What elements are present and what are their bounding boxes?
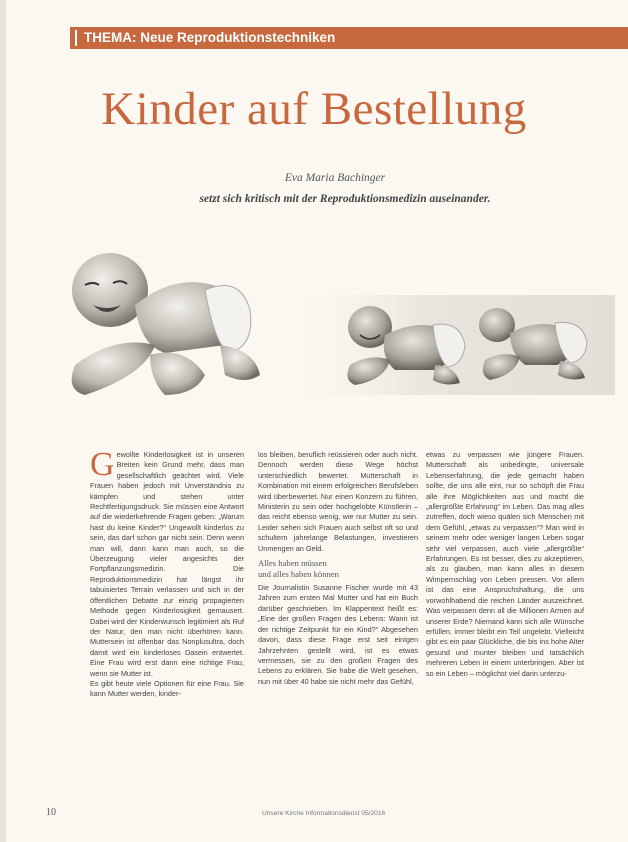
- text-column-3: [426, 450, 584, 679]
- text-column-2: [258, 450, 418, 687]
- paragraph: Gewollte Kinderlosigkeit ist in unseren Breiten kein Grund mehr, dass man gesellschaftlich geächtet wird. Viele Frauen haben jedoch mit Unverständnis zu kämpfen und stehen unter Rechtfertigungsdruck. Sie müssen eine Antwort auf die wiederkehrende Fragen geben: „Warum hast du keine Kinder?“ Ungewollt kinderlos zu sein, das darf schon gar nicht sein. Denn wenn man will, dann kann man auch, so die Überzeugung vieler angesichts der Fortpflanzungsmedizin. Die Reproduktionsmedizin hat längst ihr tabuisiertes Terrain verlassen und sich in der öffentlichen Debatte zur einzig propagierten Methode gegen Kinderlosigkeit gemausert. Dabei wird der Kinderwunsch legitimiert als Ruf der Natur, den man nicht überhören kann. Muttersein ist offenbar das Nonplusultra, doch damit wird ein kinderloses Dasein entwertet. Eine Frau wird erst dann eine richtige Frau, wenn sie Mutter ist.: [90, 446, 244, 678]
- article-title: Kinder auf Bestellung: [101, 83, 527, 135]
- banner-divider: [75, 30, 77, 46]
- crawling-babies-photo: [55, 235, 615, 425]
- section-banner: [70, 27, 628, 49]
- paragraph: Es gibt heute viele Optionen für eine Frau. Sie kann Mutter werden, kinder-: [90, 678, 244, 699]
- paragraph: los bleiben, beruflich reüssieren oder auch nicht. Dennoch werden diese Wege höchst unterschiedlich bewertet. Mutterschaft in Kombination mit einem erfolgreichen Berufsleben wird überbewertet. Nur einen Konzern zu führen, Ministerin zu sein oder hochgelobte Künstlerin – das reicht ebenso wenig, wie nur Mutter zu sein. Leider sehen sich Frauen auch selbst oft so und schultern jahrelange Belastungen, investieren Unmengen an Geld.: [258, 450, 418, 553]
- page-number: 10: [46, 807, 56, 818]
- baby-large: [72, 253, 260, 395]
- drop-cap: G: [90, 446, 115, 483]
- section-subhead: [258, 558, 418, 580]
- banner-text: THEMA: Neue Reproduktionstechniken: [84, 30, 336, 45]
- article-subtitle: setzt sich kritisch mit der Reproduktionsmedizin auseinander.: [199, 193, 491, 205]
- text-column-1: [90, 446, 244, 700]
- paragraph: etwas zu verpassen wie jüngere Frauen. Mutterschaft als unbedingte, universale Lebenserfahrung, die jede gemacht haben sollte, die uns alle eint, nur so schöpft die Frau alle ihre Möglichkeiten aus und macht die „allergrößte Erfahrung“ im Leben. Das mag alles zutreffen, doch wieso quälen sich Menschen mit dem Gefühl, „etwas zu verpassen“? Man wird in seinem mehr oder weniger langen Leben sogar sehr viel verpassen, auch viele „allergrößte“ Erfahrungen. Es ist besser, dies zu akzeptieren, als zu glauben, man kann alles in diesem Wimpernschlag von Leben pressen. Vor allem ist das eine Anspruchshaltung, die uns vorwohlhabend die reichen Länder auszeichnet. Was verpassen denn all die Millionen Armen auf unserer Erde? Niemand kann sich alle Wünsche erfüllen, immer bleibt ein Teil ungelebt. Vielleicht gibt es ein paar Glückliche, die bis ins hohe Alter gesund und munter bleiben und tatsächlich mehreren Leben in einem unterbringen. Aber ist so ein Leben – möglichst viel darin unterzu-: [426, 450, 584, 678]
- article-author: Eva Maria Bachinger: [284, 172, 386, 184]
- subhead-line-1: Alles haben müssen: [258, 558, 327, 569]
- subhead-line-2: und alles haben können: [258, 569, 339, 580]
- paragraph: Die Journalistin Susanne Fischer wurde mit 43 Jahren zum ersten Mal Mutter und hat ein Buch darüber geschrieben. Im Klappentext heißt es: „Eine der großen Fragen des Lebens: Wann ist der richtige Zeitpunkt für ein Kind?“ Abgesehen davon, dass diese Frage erst seit einigen Jahrzehnten gestellt wird, ist es etwas vermessen, sie zu den großen Fragen des Lebens zu erklären. Sie habe die Welt gesehen, nun mit über 40 habe sie nicht mehr das Gefühl,: [258, 583, 418, 686]
- publication-footer: Unsere Kirche Informationsdienst 05/2016: [262, 810, 386, 817]
